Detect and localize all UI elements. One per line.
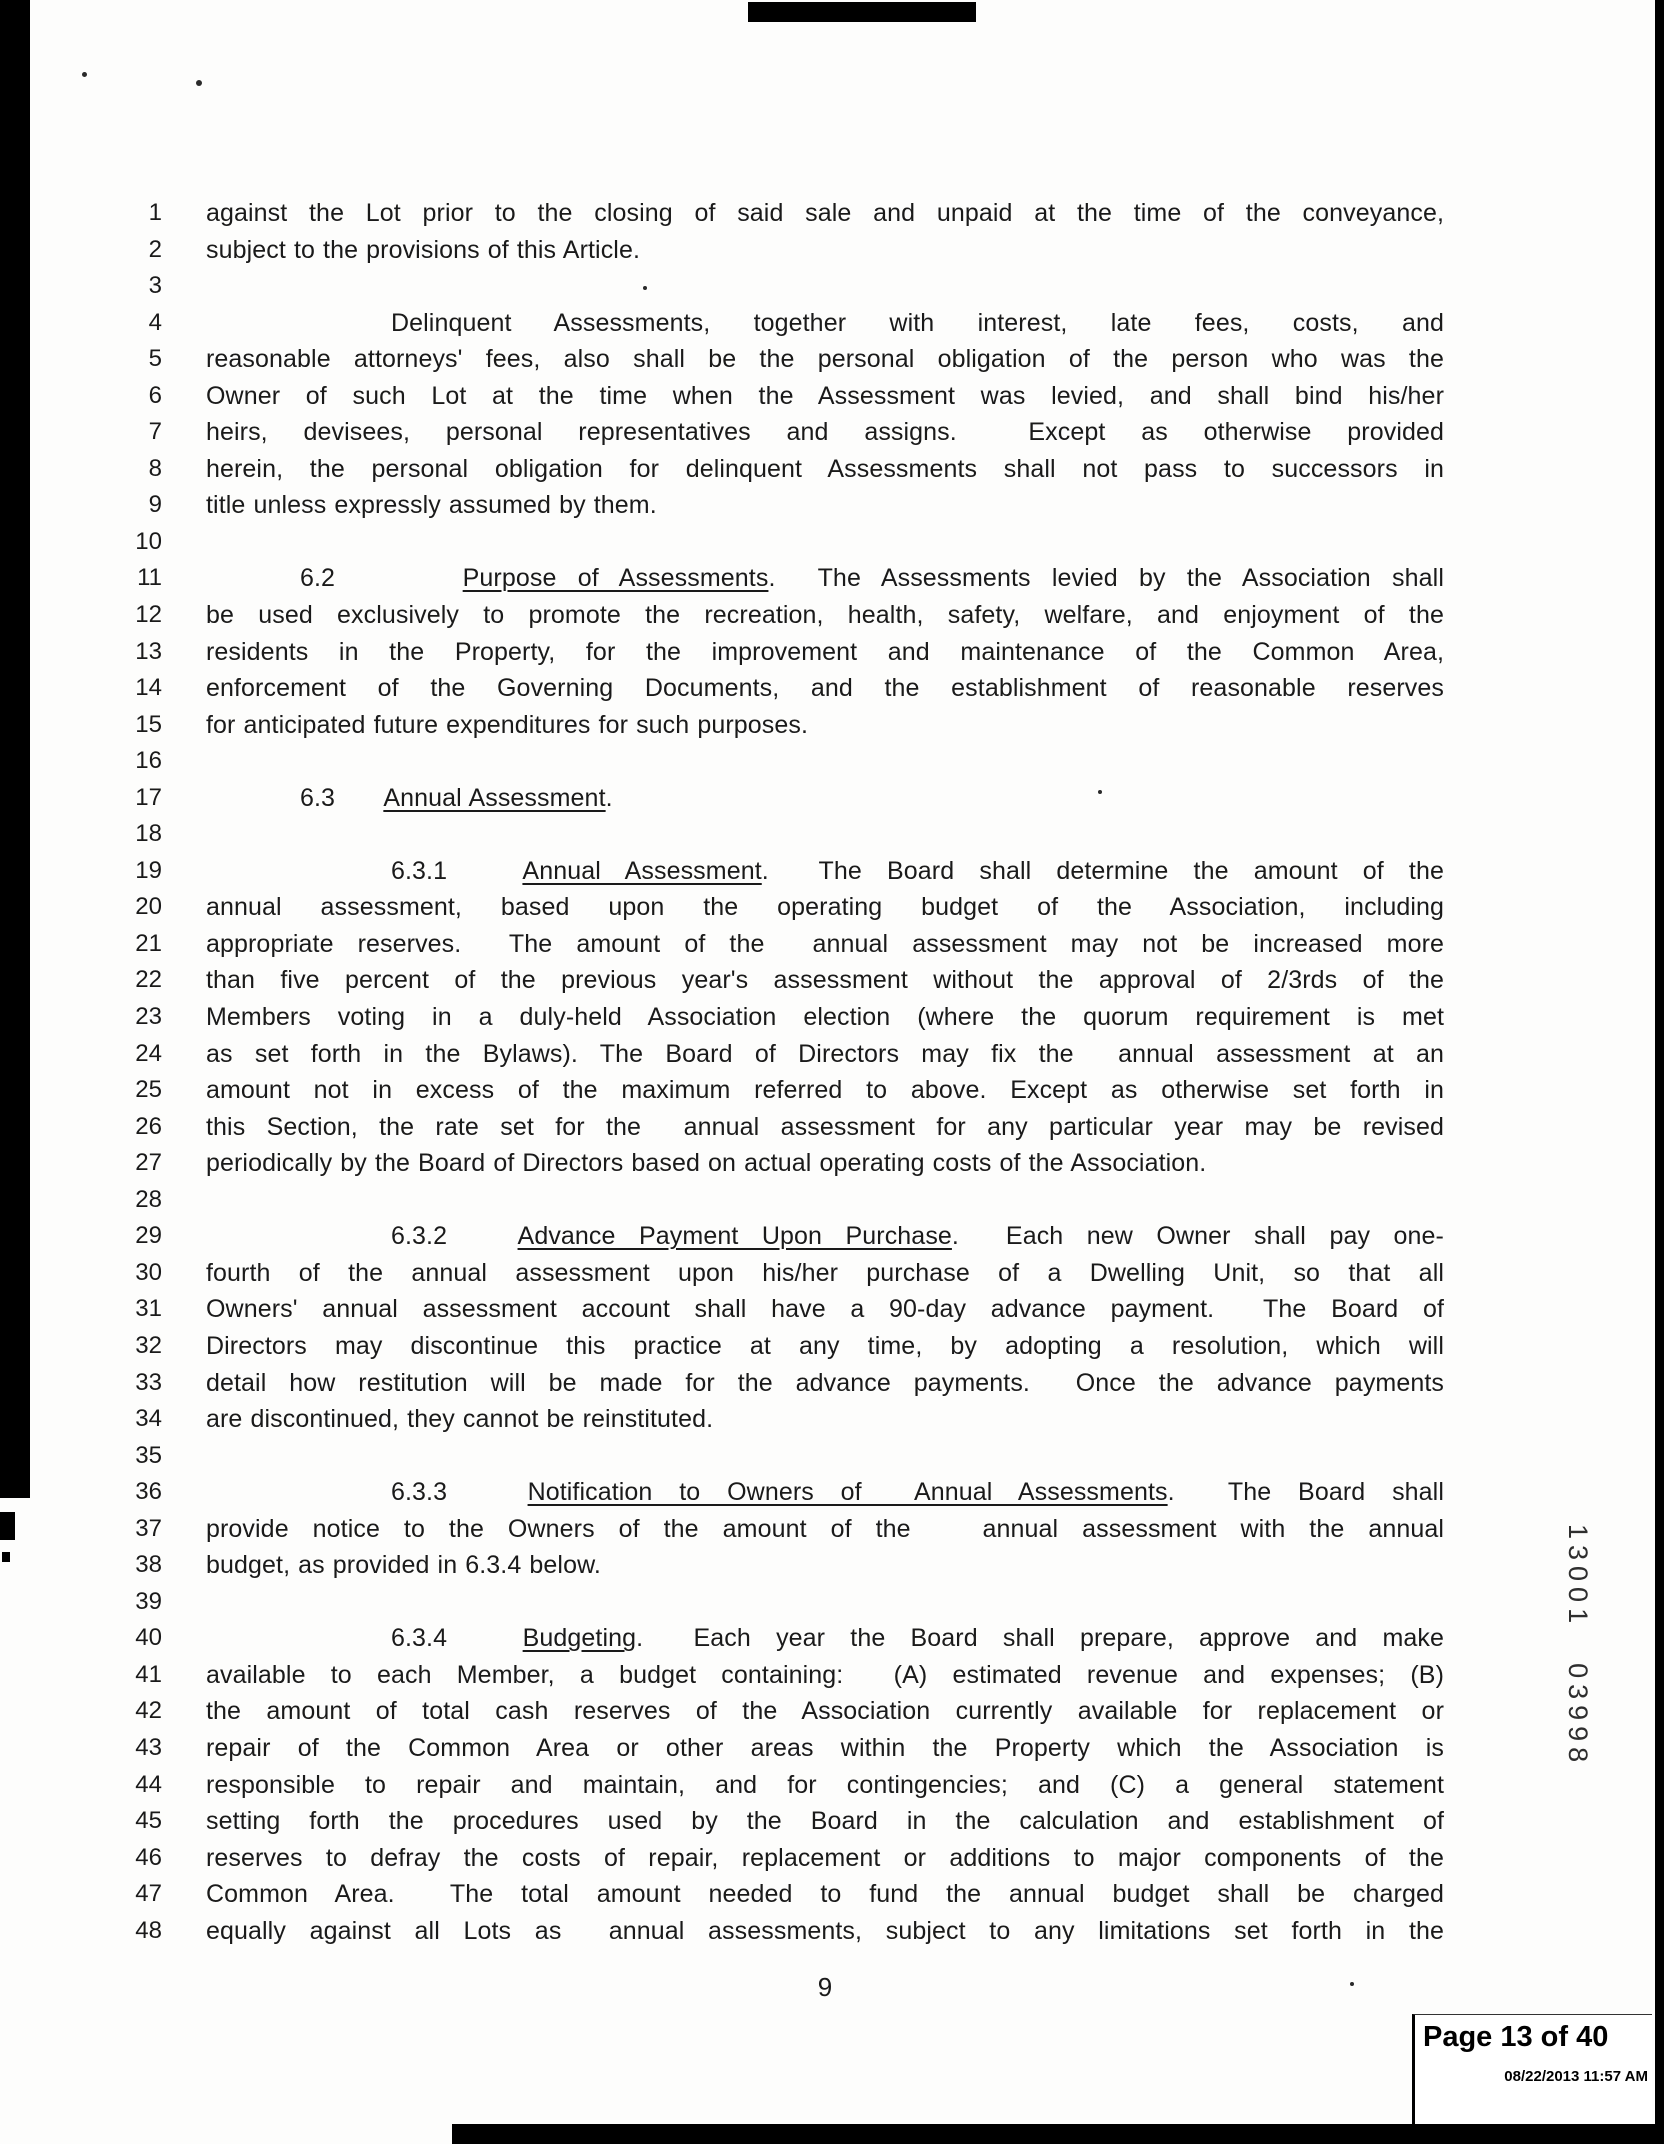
document-line	[0, 743, 1664, 780]
line-number: 33	[135, 1368, 162, 1396]
line-number: 15	[135, 710, 162, 738]
line-text	[206, 1182, 1444, 1219]
document-line	[0, 305, 1664, 342]
body-text: Directors may discontinue this practice at any time, by adopting a resolution, which will	[206, 1331, 1444, 1360]
line-text	[206, 341, 1444, 378]
document-line	[0, 1767, 1664, 1804]
body-text: than five percent of the previous year's assessment without the approval of 2/3rds of the	[206, 966, 1444, 995]
document-line	[0, 1365, 1664, 1402]
line-number: 13	[135, 637, 162, 665]
line-number: 29	[135, 1222, 162, 1250]
document-line	[0, 999, 1664, 1036]
line-number: 32	[135, 1331, 162, 1359]
line-number: 16	[135, 747, 162, 775]
line-number: 14	[135, 674, 162, 702]
body-text: responsible to repair and maintain, and for contingencies; and (C) a general statement	[206, 1770, 1444, 1799]
body-text: 6.3.1	[391, 856, 523, 885]
line-text	[206, 1036, 1444, 1073]
document-line	[0, 707, 1664, 744]
line-text	[206, 853, 1444, 890]
line-text	[206, 487, 1444, 524]
body-text: enforcement of the Governing Documents, and the establishment of reasonable reserves	[206, 674, 1444, 703]
document-line	[0, 1913, 1664, 1950]
line-number: 24	[135, 1039, 162, 1067]
document-line	[0, 670, 1664, 707]
line-text	[206, 1876, 1444, 1913]
document-line	[0, 341, 1664, 378]
document-line	[0, 414, 1664, 451]
line-text	[206, 1547, 1444, 1584]
document-line	[0, 597, 1664, 634]
line-text	[206, 1730, 1444, 1767]
document-line	[0, 1584, 1664, 1621]
line-text	[206, 889, 1444, 926]
line-number: 43	[135, 1733, 162, 1761]
line-number: 1	[148, 199, 162, 226]
document-line	[0, 1657, 1664, 1694]
body-text: detail how restitution will be made for the advance payments. Once the advance payments	[206, 1368, 1444, 1397]
body-text: . The Assessments levied by the Association shall	[768, 564, 1444, 593]
body-text: Owners' annual assessment account shall have a 90-day advance payment. The Board of	[206, 1295, 1444, 1324]
line-text	[206, 1767, 1444, 1804]
body-text: budget, as provided in 6.3.4 below.	[206, 1551, 601, 1580]
document-line	[0, 1730, 1664, 1767]
document-body	[0, 195, 1664, 1949]
line-number: 9	[148, 491, 162, 519]
underlined-heading-text: Advance Payment Upon Purchase	[517, 1222, 952, 1251]
line-text	[206, 999, 1444, 1036]
document-line	[0, 889, 1664, 926]
line-number: 39	[135, 1587, 162, 1615]
line-text	[206, 670, 1444, 707]
line-number: 4	[148, 308, 162, 336]
line-number: 12	[135, 601, 162, 629]
document-line	[0, 1036, 1664, 1073]
line-number: 34	[135, 1405, 162, 1433]
line-text	[206, 1693, 1444, 1730]
line-number: 48	[135, 1916, 162, 1944]
document-line	[0, 524, 1664, 561]
line-text	[206, 451, 1444, 488]
body-text: Delinquent Assessments, together with interest, late fees, costs, and	[391, 308, 1444, 337]
underlined-heading-text: Annual Assessment	[383, 783, 606, 812]
line-text	[206, 268, 1444, 305]
document-line	[0, 1145, 1664, 1182]
document-line	[0, 780, 1664, 817]
line-number: 37	[135, 1514, 162, 1542]
body-text: setting forth the procedures used by the Board in the calculation and establishment of	[206, 1807, 1444, 1836]
line-number: 41	[135, 1660, 162, 1688]
body-text: available to each Member, a budget containing: (A) estimated revenue and expenses; (B)	[206, 1660, 1444, 1689]
body-text: herein, the personal obligation for delinquent Assessments shall not pass to successors in	[206, 454, 1444, 483]
document-line	[0, 268, 1664, 305]
line-text	[206, 1291, 1444, 1328]
line-text	[206, 597, 1444, 634]
line-number: 23	[135, 1003, 162, 1031]
line-text	[206, 1328, 1444, 1365]
line-number: 2	[148, 235, 162, 263]
line-text	[206, 743, 1444, 780]
document-line	[0, 1438, 1664, 1475]
line-number: 10	[135, 527, 162, 555]
line-text	[206, 1072, 1444, 1109]
body-text: the amount of total cash reserves of the Association currently available for replacement or	[206, 1697, 1444, 1726]
line-number: 40	[135, 1624, 162, 1652]
body-text: title unless expressly assumed by them.	[206, 491, 657, 520]
line-number: 25	[135, 1076, 162, 1104]
line-text	[206, 634, 1444, 671]
document-line	[0, 1876, 1664, 1913]
scan-artifact-bottom-bar	[452, 2124, 1664, 2144]
line-text	[206, 1657, 1444, 1694]
line-text	[206, 1840, 1444, 1877]
document-line	[0, 1693, 1664, 1730]
body-text: are discontinued, they cannot be reinstituted.	[206, 1405, 714, 1434]
line-text	[206, 1438, 1444, 1475]
line-number: 36	[135, 1478, 162, 1506]
body-text: .	[605, 783, 613, 812]
body-text: 6.3.4	[391, 1624, 523, 1653]
scan-speck	[196, 80, 202, 86]
document-line	[0, 1620, 1664, 1657]
line-text	[206, 1620, 1444, 1657]
document-line	[0, 1291, 1664, 1328]
body-text: 6.2	[300, 564, 463, 593]
line-text	[206, 560, 1444, 597]
line-number: 38	[135, 1551, 162, 1579]
scan-speck	[82, 72, 87, 77]
stamp-timestamp: 08/22/2013 11:57 AM	[1504, 2068, 1648, 2085]
body-text: Owner of such Lot at the time when the Assessment was levied, and shall bind his/her	[206, 381, 1444, 410]
body-text: be used exclusively to promote the recreation, health, safety, welfare, and enjoyment of the	[206, 601, 1444, 630]
line-text	[206, 1401, 1444, 1438]
body-text: residents in the Property, for the improvement and maintenance of the Common Area,	[206, 637, 1444, 666]
body-text: periodically by the Board of Directors based on actual operating costs of the Association.	[206, 1149, 1207, 1178]
document-line	[0, 926, 1664, 963]
line-number: 42	[135, 1697, 162, 1725]
body-text: repair of the Common Area or other areas within the Property which the Association is	[206, 1733, 1444, 1762]
body-text: 6.3	[300, 783, 384, 812]
line-text	[206, 962, 1444, 999]
line-text	[206, 1913, 1444, 1950]
underlined-heading-text: Notification to Owners of Annual Assessments	[527, 1478, 1168, 1507]
line-number: 6	[148, 381, 162, 409]
line-text	[206, 305, 1444, 342]
body-text: . The Board shall determine the amount of the	[761, 856, 1444, 885]
line-text	[206, 1803, 1444, 1840]
document-line	[0, 1218, 1664, 1255]
line-text	[206, 1365, 1444, 1402]
line-number: 30	[135, 1258, 162, 1286]
body-text: annual assessment, based upon the operating budget of the Association, including	[206, 893, 1444, 922]
body-text: amount not in excess of the maximum referred to above. Except as otherwise set forth in	[206, 1076, 1444, 1105]
document-line	[0, 962, 1664, 999]
body-text: 6.3.3	[391, 1478, 528, 1507]
body-text: 6.3.2	[391, 1222, 518, 1251]
body-text: provide notice to the Owners of the amount of the annual assessment with the annual	[206, 1514, 1444, 1543]
body-text: for anticipated future expenditures for such purposes.	[206, 710, 809, 739]
body-text: . The Board shall	[1167, 1478, 1444, 1507]
line-number: 35	[135, 1441, 162, 1469]
line-text	[206, 780, 1444, 817]
body-text: appropriate reserves. The amount of the annual assessment may not be increased more	[206, 929, 1444, 958]
document-line	[0, 1072, 1664, 1109]
document-line	[0, 378, 1664, 415]
body-text: Common Area. The total amount needed to fund the annual budget shall be charged	[206, 1880, 1444, 1909]
line-number: 11	[137, 564, 162, 592]
line-number: 44	[135, 1770, 162, 1798]
document-line	[0, 1328, 1664, 1365]
line-number: 8	[148, 454, 162, 482]
body-text: fourth of the annual assessment upon his/her purchase of a Dwelling Unit, so that all	[206, 1258, 1444, 1287]
stamp-page-label: Page 13 of 40	[1423, 2021, 1609, 2053]
line-number: 22	[135, 966, 162, 994]
line-text	[206, 816, 1444, 853]
bates-number-text	[1562, 1524, 1593, 1768]
line-text	[206, 232, 1444, 269]
body-text: heirs, devisees, personal representatives and assigns. Except as otherwise provided	[206, 418, 1444, 447]
line-text	[206, 926, 1444, 963]
body-text: against the Lot prior to the closing of said sale and unpaid at the time of the conveyance,	[206, 199, 1444, 227]
line-number: 28	[135, 1185, 162, 1213]
document-line	[0, 195, 1664, 232]
line-number: 47	[135, 1880, 162, 1908]
bates-bottom: 03998	[1563, 1663, 1593, 1769]
line-number: 7	[148, 418, 162, 446]
document-line	[0, 451, 1664, 488]
document-line	[0, 560, 1664, 597]
line-number: 19	[135, 856, 162, 884]
page-stamp	[1412, 2014, 1652, 2124]
underlined-heading-text: Annual Assessment	[522, 856, 762, 885]
bates-top: 13001	[1563, 1524, 1593, 1630]
underlined-heading-text: Purpose of Assessments	[462, 564, 769, 593]
line-text	[206, 524, 1444, 561]
document-line	[0, 853, 1664, 890]
line-text	[206, 1511, 1444, 1548]
scan-artifact-top-bar	[748, 2, 976, 22]
line-number: 21	[135, 929, 162, 957]
line-number: 18	[135, 820, 162, 848]
body-text: reserves to defray the costs of repair, replacement or additions to major components of the	[206, 1843, 1444, 1872]
line-text	[206, 1474, 1444, 1511]
line-number: 45	[135, 1807, 162, 1835]
body-text: this Section, the rate set for the annual assessment for any particular year may be revised	[206, 1112, 1444, 1141]
body-text: . Each year the Board shall prepare, approve and make	[636, 1624, 1444, 1653]
document-line	[0, 1401, 1664, 1438]
body-text: subject to the provisions of this Article.	[206, 235, 641, 264]
page-number: 9	[817, 1972, 833, 2002]
line-number: 20	[135, 893, 162, 921]
document-line	[0, 1182, 1664, 1219]
document-line	[0, 1511, 1664, 1548]
line-number: 46	[135, 1843, 162, 1871]
document-line	[0, 1255, 1664, 1292]
line-text	[206, 414, 1444, 451]
line-number: 31	[135, 1295, 162, 1323]
document-line	[0, 1474, 1664, 1511]
body-text: equally against all Lots as annual assessments, subject to any limitations set forth in the	[206, 1916, 1444, 1945]
document-line	[0, 232, 1664, 269]
document-line	[0, 1547, 1664, 1584]
body-text: . Each new Owner shall pay one-	[951, 1222, 1444, 1251]
document-line	[0, 1803, 1664, 1840]
body-text: as set forth in the Bylaws). The Board of Directors may fix the annual assessment at an	[206, 1039, 1444, 1068]
document-line	[0, 816, 1664, 853]
document-line	[0, 1840, 1664, 1877]
line-number: 17	[135, 783, 162, 811]
line-number: 5	[148, 345, 162, 373]
line-text	[206, 1255, 1444, 1292]
line-text	[206, 195, 1444, 232]
body-text: Members voting in a duly-held Association election (where the quorum requirement is met	[206, 1003, 1444, 1032]
document-line	[0, 634, 1664, 671]
line-text	[206, 1109, 1444, 1146]
line-text	[206, 707, 1444, 744]
line-text	[206, 1218, 1444, 1255]
line-number: 3	[148, 272, 162, 300]
line-text	[206, 1584, 1444, 1621]
document-line	[0, 487, 1664, 524]
underlined-heading-text: Budgeting	[522, 1624, 637, 1653]
line-number: 26	[135, 1112, 162, 1140]
body-text: reasonable attorneys' fees, also shall be the personal obligation of the person who was the	[206, 345, 1444, 374]
document-line	[0, 1109, 1664, 1146]
line-text	[206, 1145, 1444, 1182]
line-number: 27	[135, 1149, 162, 1177]
line-text	[206, 378, 1444, 415]
